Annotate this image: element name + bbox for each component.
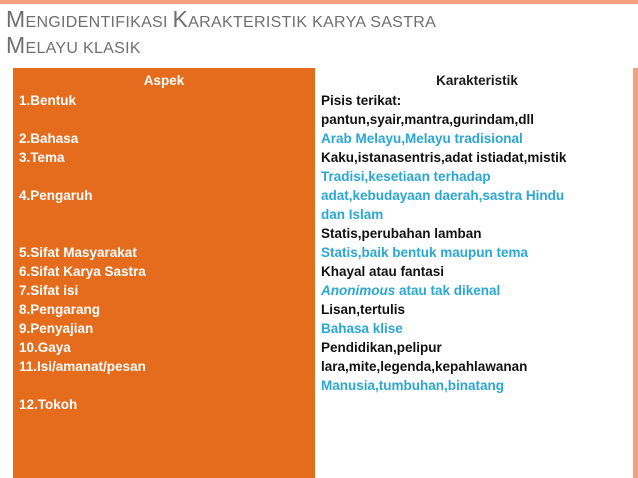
- kar-pengaruh-line-2: adat,kebudayaan daerah,sastra Hindu: [321, 188, 565, 203]
- right-accent-stripe: [633, 68, 638, 478]
- kar-gaya: Bahasa klise: [321, 321, 403, 336]
- aspect-column: [13, 68, 315, 478]
- top-accent-stripe: [0, 0, 638, 4]
- kar-tokoh: Manusia,tumbuhan,binatang: [321, 378, 505, 393]
- aspect-item-sifat-isi: 7.Sifat isi: [19, 283, 79, 298]
- aspect-item-bentuk: 1.Bentuk: [19, 93, 77, 108]
- aspect-item-pengarang: 8.Pengarang: [19, 302, 101, 317]
- kar-sifat-isi: Khayal atau fantasi: [321, 264, 445, 279]
- karakteristik-header: Karakteristik: [436, 73, 518, 88]
- kar-pengaruh-line-1: Tradisi,kesetiaan terhadap: [321, 169, 491, 184]
- aspect-item-gaya: 10.Gaya: [19, 340, 71, 355]
- aspect-item-tema: 3.Tema: [19, 150, 65, 165]
- aspect-item-isi-amanat-pesan: 11.Isi/amanat/pesan: [19, 359, 146, 374]
- kar-bentuk-line-1: Pisis terikat:: [321, 93, 402, 108]
- title-line-1: MENGIDENTIFIKASI KARAKTERISTIK KARYA SASTRA: [6, 6, 437, 32]
- aspect-item-tokoh: 12.Tokoh: [19, 397, 78, 412]
- kar-pengarang-rest: atau tak dikenal: [395, 283, 501, 298]
- aspect-item-pengaruh: 4.Pengaruh: [19, 188, 93, 203]
- kar-pengarang-italic: Anonimous: [321, 283, 396, 298]
- aspect-item-sifat-karya-sastra: 6.Sifat Karya Sastra: [19, 264, 146, 279]
- kar-bahasa: Arab Melayu,Melayu tradisional: [321, 131, 523, 146]
- aspect-item-bahasa: 2.Bahasa: [19, 131, 79, 146]
- kar-penyajian: Lisan,tertulis: [321, 302, 406, 317]
- title-line-2: MELAYU KLASIK: [6, 32, 141, 58]
- slide-title: [6, 8, 566, 60]
- kar-sifat-karya-sastra: Statis,baik bentuk maupun tema: [321, 245, 529, 260]
- kar-pengarang: [321, 281, 500, 300]
- aspect-item-sifat-masyarakat: 5.Sifat Masyarakat: [19, 245, 137, 260]
- kar-bentuk-line-2: pantun,syair,mantra,gurindam,dll: [321, 112, 535, 127]
- kar-isi-line-2: lara,mite,legenda,kepahlawanan: [321, 359, 528, 374]
- kar-isi-line-1: Pendidikan,pelipur: [321, 340, 442, 355]
- aspect-item-penyajian: 9.Penyajian: [19, 321, 94, 336]
- kar-tema: Kaku,istanasentris,adat istiadat,mistik: [321, 150, 567, 165]
- kar-pengaruh-line-3: dan Islam: [321, 207, 384, 222]
- karakteristik-column: [316, 68, 638, 478]
- aspect-header: Aspek: [143, 73, 185, 88]
- kar-sifat-masyarakat: Statis,perubahan lamban: [321, 226, 482, 241]
